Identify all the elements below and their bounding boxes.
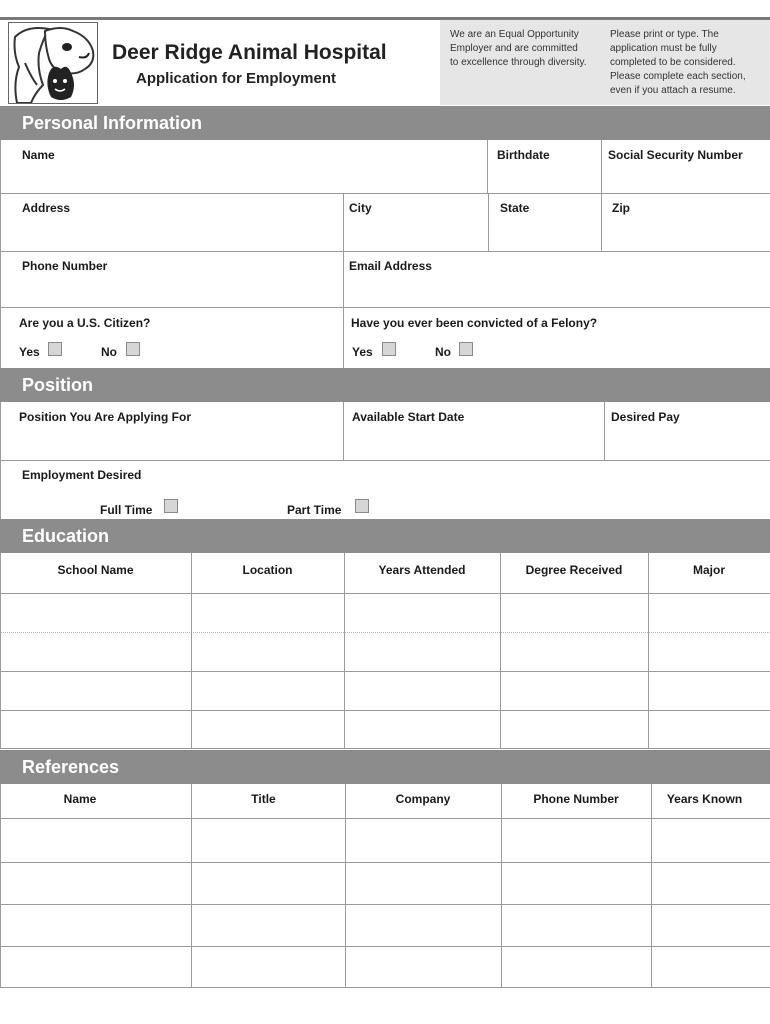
ssn-field[interactable]: Social Security Number <box>608 148 743 162</box>
row-divider <box>0 632 770 633</box>
form-subtitle: Application for Employment <box>136 70 337 87</box>
desired-pay-field[interactable]: Desired Pay <box>611 410 680 424</box>
education-col-degree: Degree Received <box>525 563 623 577</box>
section-references: References <box>0 750 770 784</box>
divider <box>344 553 345 748</box>
zip-field[interactable]: Zip <box>612 201 630 215</box>
citizen-question: Are you a U.S. Citizen? <box>19 316 151 330</box>
notice-panel <box>440 20 770 105</box>
address-field[interactable]: Address <box>22 201 71 215</box>
references-col-title: Title <box>251 792 276 806</box>
city-field[interactable]: City <box>349 201 372 215</box>
divider <box>0 946 770 947</box>
instructions-note: Please print or type. The application must be fully completed to be considered. Please complete each section, even if you attach a resume. <box>610 29 746 96</box>
felony-yes-label: Yes <box>352 345 373 359</box>
name-field[interactable]: Name <box>22 148 55 162</box>
divider <box>0 307 770 308</box>
divider <box>0 251 770 252</box>
education-col-school: School Name <box>57 563 134 577</box>
divider <box>0 193 770 194</box>
divider <box>0 862 770 863</box>
divider <box>0 748 770 749</box>
divider <box>0 593 770 594</box>
divider <box>488 193 489 251</box>
references-col-company: Company <box>395 792 451 806</box>
divider <box>648 553 649 748</box>
education-col-major: Major <box>692 563 725 577</box>
full-time-checkbox[interactable] <box>164 499 178 513</box>
section-position: Position <box>0 368 770 402</box>
citizen-yes-checkbox[interactable] <box>48 342 62 356</box>
divider <box>345 784 346 987</box>
divider <box>0 671 770 672</box>
section-personal-information: Personal Information <box>0 106 770 140</box>
section-education: Education <box>0 519 770 553</box>
divider <box>343 193 344 368</box>
felony-yes-checkbox[interactable] <box>382 342 396 356</box>
divider <box>191 553 192 748</box>
dog-cat-logo-icon <box>9 23 98 104</box>
position-applying-field[interactable]: Position You Are Applying For <box>19 410 192 424</box>
hospital-logo <box>8 22 98 104</box>
divider <box>487 140 488 193</box>
divider <box>604 402 605 460</box>
hospital-title: Deer Ridge Animal Hospital <box>112 41 387 64</box>
divider <box>0 460 770 461</box>
divider <box>0 140 1 368</box>
divider <box>0 402 1 519</box>
phone-field[interactable]: Phone Number <box>22 259 108 273</box>
felony-no-label: No <box>435 345 451 359</box>
education-col-years: Years Attended <box>378 563 466 577</box>
divider <box>500 553 501 748</box>
citizen-yes-label: Yes <box>19 345 40 359</box>
divider <box>343 402 344 460</box>
felony-no-checkbox[interactable] <box>459 342 473 356</box>
divider <box>651 784 652 987</box>
divider <box>0 710 770 711</box>
eeo-statement: We are an Equal Opportunity Employer and are committed to excellence through diversity. <box>450 29 587 68</box>
references-col-years-known: Years Known <box>666 792 743 806</box>
part-time-checkbox[interactable] <box>355 499 369 513</box>
citizen-no-checkbox[interactable] <box>126 342 140 356</box>
divider <box>0 784 1 987</box>
divider <box>0 553 1 748</box>
divider <box>191 784 192 987</box>
education-col-location: Location <box>242 563 293 577</box>
birthdate-field[interactable]: Birthdate <box>497 148 550 162</box>
divider <box>0 818 770 819</box>
start-date-field[interactable]: Available Start Date <box>352 410 465 424</box>
felony-question: Have you ever been convicted of a Felony? <box>351 316 598 330</box>
state-field[interactable]: State <box>500 201 530 215</box>
divider <box>601 140 602 251</box>
divider <box>0 987 770 988</box>
divider <box>501 784 502 987</box>
full-time-label: Full Time <box>100 503 153 517</box>
employment-desired-label: Employment Desired <box>22 468 142 482</box>
part-time-label: Part Time <box>287 503 342 517</box>
references-col-name: Name <box>63 792 97 806</box>
email-field[interactable]: Email Address <box>349 259 432 273</box>
citizen-no-label: No <box>101 345 117 359</box>
divider <box>0 904 770 905</box>
references-col-phone: Phone Number <box>533 792 619 806</box>
